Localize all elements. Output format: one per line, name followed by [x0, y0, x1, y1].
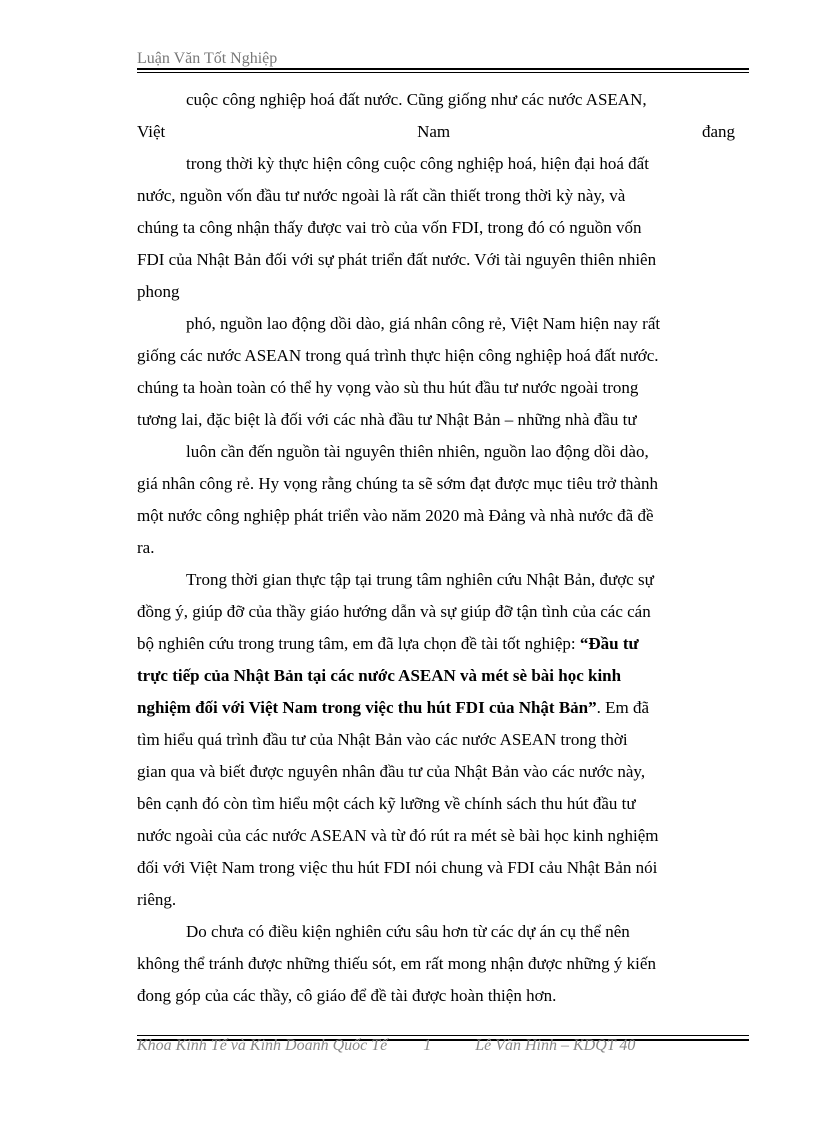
para1-line: tương lai, đặc biệt là đối với các nhà đầu tư Nhật Bản – những nhà đầu tư [137, 410, 637, 429]
para1-line: cuộc công nghiệp hoá đất nước. Cũng giống như các nước ASEAN, [186, 90, 647, 109]
para1-line: trong thời kỳ thực hiện công cuộc công nghiệp hoá, hiện đại hoá đất [186, 154, 649, 173]
para2-line: đồng ý, giúp đỡ của thầy giáo hướng dẫn và sự giúp đỡ tận tình của các cán [137, 602, 651, 621]
para1-line: chúng ta hoàn toàn có thể hy vọng vào sù thu hút đầu tư nước ngoài trong [137, 378, 639, 397]
justified-word: Nam [417, 122, 451, 141]
para2-line: đối với Việt Nam trong việc thu hút FDI nói chung và FDI cảu Nhật Bản nói [137, 858, 658, 877]
page-footer [137, 1037, 635, 1055]
para3-line: không thể tránh được những thiếu sót, em rất mong nhận được những ý kiến [137, 954, 656, 973]
para1-line [137, 116, 735, 148]
paragraph-1 [137, 84, 737, 564]
page-header-title: Luận Văn Tốt Nghiệp [137, 50, 278, 67]
thesis-title-start: “Đầu tư [579, 634, 639, 653]
header-rule [137, 68, 749, 70]
justified-word: Việt [137, 122, 166, 141]
footer-faculty: Khoa Kinh Tế và Kinh Doanh Quốc Tế [137, 1037, 388, 1054]
para1-line: chúng ta công nhận thấy được vai trò của vốn FDI, trong đó có nguồn vốn [137, 218, 642, 237]
para1-line: một nước công nghiệp phát triển vào năm 2020 mà Đảng và nhà nước đã đề [137, 506, 654, 525]
thesis-title-end: nghiệm đối với Việt Nam trong việc thu hút FDI của Nhật Bản” [137, 698, 597, 717]
para2-line: bộ nghiên cứu trong trung tâm, em đã lựa chọn đề tài tốt nghiệp: “Đầu tư [137, 634, 639, 653]
para1-line: ra. [137, 538, 155, 557]
para2-line: Trong thời gian thực tập tại trung tâm nghiên cứu Nhật Bản, được sự [186, 570, 654, 589]
para1-line: FDI của Nhật Bản đối với sự phát triển đất nước. Với tài nguyên thiên nhiên [137, 250, 657, 269]
para2-line: nước ngoài của các nước ASEAN và từ đó rút ra mét sè bài học kinh nghiệm [137, 826, 659, 845]
para2-line: nghiệm đối với Việt Nam trong việc thu hút FDI của Nhật Bản”. Em đã [137, 698, 650, 717]
para2-line: riêng. [137, 890, 177, 909]
footer-author: Lê Văn Hinh – KDQT 40 [475, 1037, 636, 1054]
header-rule-thin [137, 72, 749, 73]
para3-line: Do chưa có điều kiện nghiên cứu sâu hơn từ các dự án cụ thể nên [186, 922, 630, 941]
document-body [137, 84, 737, 1012]
para1-line: phó, nguồn lao động dồi dào, giá nhân công rẻ, Việt Nam hiện nay rất [186, 314, 661, 333]
para1-line: phong [137, 282, 180, 301]
para3-line: đong góp của các thầy, cô giáo để đề tài được hoàn thiện hơn. [137, 986, 557, 1005]
para2-line: bên cạnh đó còn tìm hiểu một cách kỹ lưỡng về chính sách thu hút đầu tư [137, 794, 636, 813]
thesis-title-line: trực tiếp của Nhật Bản tại các nước ASEAN và mét sè bài học kinh [137, 666, 622, 685]
para1-line: giá nhân công rẻ. Hy vọng rằng chúng ta sẽ sớm đạt được mục tiêu trở thành [137, 474, 659, 493]
footer-rule-thin [137, 1035, 749, 1036]
justified-word: đang [701, 122, 735, 141]
para2-line: gian qua và biết được nguyên nhân đầu tư của Nhật Bản vào các nước này, [137, 762, 646, 781]
para1-line: nước, nguồn vốn đầu tư nước ngoài là rất cần thiết trong thời kỳ này, và [137, 186, 626, 205]
para2-line: tìm hiểu quá trình đầu tư của Nhật Bản vào các nước ASEAN trong thời [137, 730, 628, 749]
para1-line: giống các nước ASEAN trong quá trình thực hiện công nghiệp hoá đất nước. [137, 346, 659, 365]
para1-line: luôn cần đến nguồn tài nguyên thiên nhiên, nguồn lao động dồi dào, [186, 442, 649, 461]
page-number: 1 [423, 1037, 432, 1054]
